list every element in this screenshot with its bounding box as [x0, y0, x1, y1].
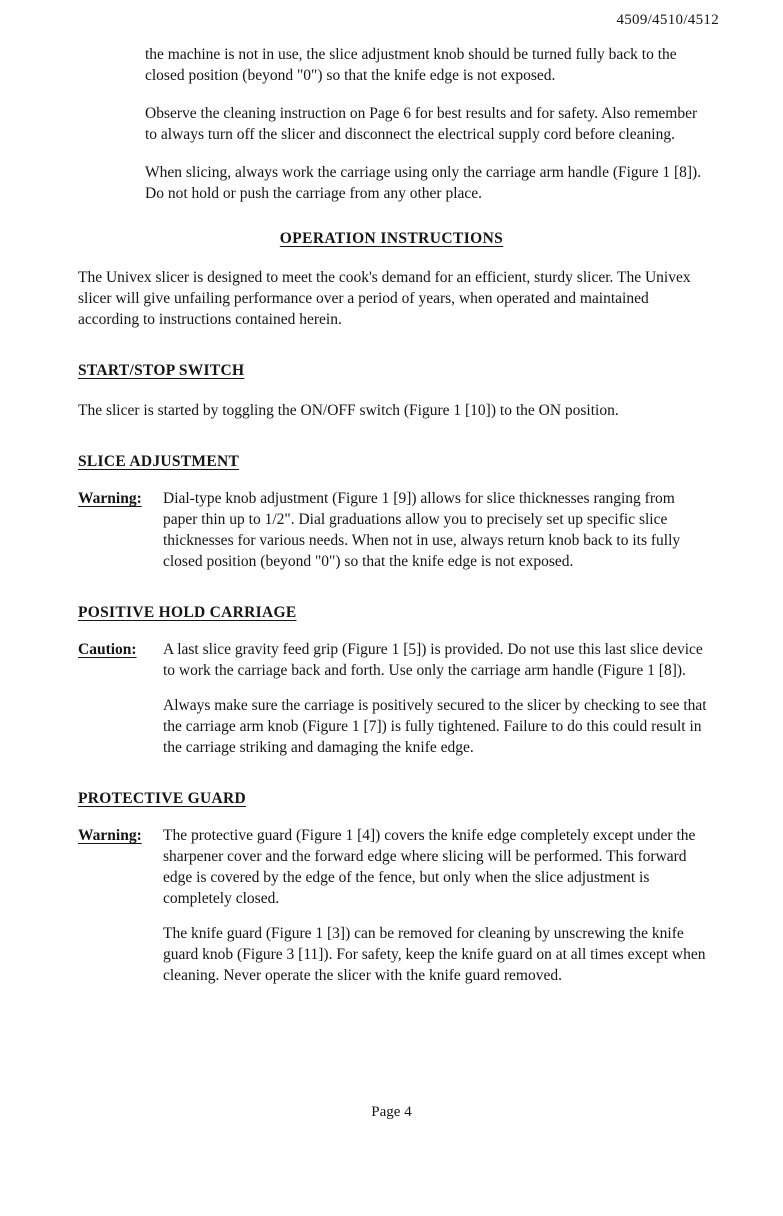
- caution-notice: [78, 639, 711, 758]
- notice-paragraph: The knife guard (Figure 1 [3]) can be removed for cleaning by unscrewing the knife guard knob (Figure 3 [11]). For safety, keep the knife guard on at all times except when cleaning. Never operate the slicer with the knife guard removed.: [163, 925, 706, 984]
- page-title: OPERATION INSTRUCTIONS: [279, 230, 504, 247]
- notice-paragraph: The protective guard (Figure 1 [4]) covers the knife edge completely except under the sharpener cover and the forward edge where slicing will be performed. This forward edge is covered by the edge of the fence, but only when the slice adjustment is completely closed.: [163, 827, 696, 907]
- notice-paragraph: Dial-type knob adjustment (Figure 1 [9]) allows for slice thicknesses ranging from paper thin up to 1/2". Dial graduations allow you to precisely set up specific slice thicknesses for various needs. When not in use, always return knob back to its fully closed position (beyond "0") so that the knife edge is not exposed.: [163, 490, 681, 570]
- notice-body: [163, 488, 711, 572]
- section-heading-slice-adjustment: SLICE ADJUSTMENT: [78, 453, 240, 470]
- warning-notice: [78, 825, 711, 986]
- body-column: [78, 267, 711, 986]
- intro-paragraph: the machine is not in use, the slice adjustment knob should be turned fully back to the closed position (beyond "0") so that the knife edge is not exposed.: [145, 46, 677, 84]
- overview-paragraph: The Univex slicer is designed to meet the cook's demand for an efficient, sturdy slicer. The Univex slicer will give unfailing performance over a period of years, when operated and maintained according to instructions contained herein.: [78, 269, 691, 328]
- notice-paragraph: Always make sure the carriage is positively secured to the slicer by checking to see that the carriage arm knob (Figure 1 [7]) is fully tightened. Failure to do this could result in the carriage striking and damaging the knife edge.: [163, 697, 707, 756]
- warning-label: Warning:: [78, 490, 142, 507]
- notice-paragraph: A last slice gravity feed grip (Figure 1 [5]) is provided. Do not use this last slice device to work the carriage back and forth. Use only the carriage arm handle (Figure 1 [8]).: [163, 641, 703, 679]
- intro-paragraph: Observe the cleaning instruction on Page 6 for best results and for safety. Also remember to always turn off the slicer and disconnect the electrical supply cord before cleaning.: [145, 105, 698, 143]
- notice-body: [163, 639, 711, 758]
- section-heading-positive-hold-carriage: POSITIVE HOLD CARRIAGE: [78, 604, 297, 621]
- warning-label: Warning:: [78, 827, 142, 844]
- notice-body: [163, 825, 711, 986]
- page-content: [0, 36, 783, 986]
- section-paragraph: The slicer is started by toggling the ON/OFF switch (Figure 1 [10]) to the ON position.: [78, 402, 619, 419]
- intro-paragraph: When slicing, always work the carriage using only the carriage arm handle (Figure 1 [8]). Do not hold or push the carriage from any other place.: [145, 164, 702, 202]
- model-numbers: 4509/4510/4512: [616, 12, 719, 28]
- caution-label: Caution:: [78, 641, 137, 658]
- warning-notice: [78, 488, 711, 572]
- section-heading-start-stop-switch: START/STOP SWITCH: [78, 362, 245, 379]
- page-number: Page 4: [371, 1104, 412, 1120]
- section-heading-protective-guard: PROTECTIVE GUARD: [78, 790, 246, 807]
- intro-block: [145, 44, 703, 204]
